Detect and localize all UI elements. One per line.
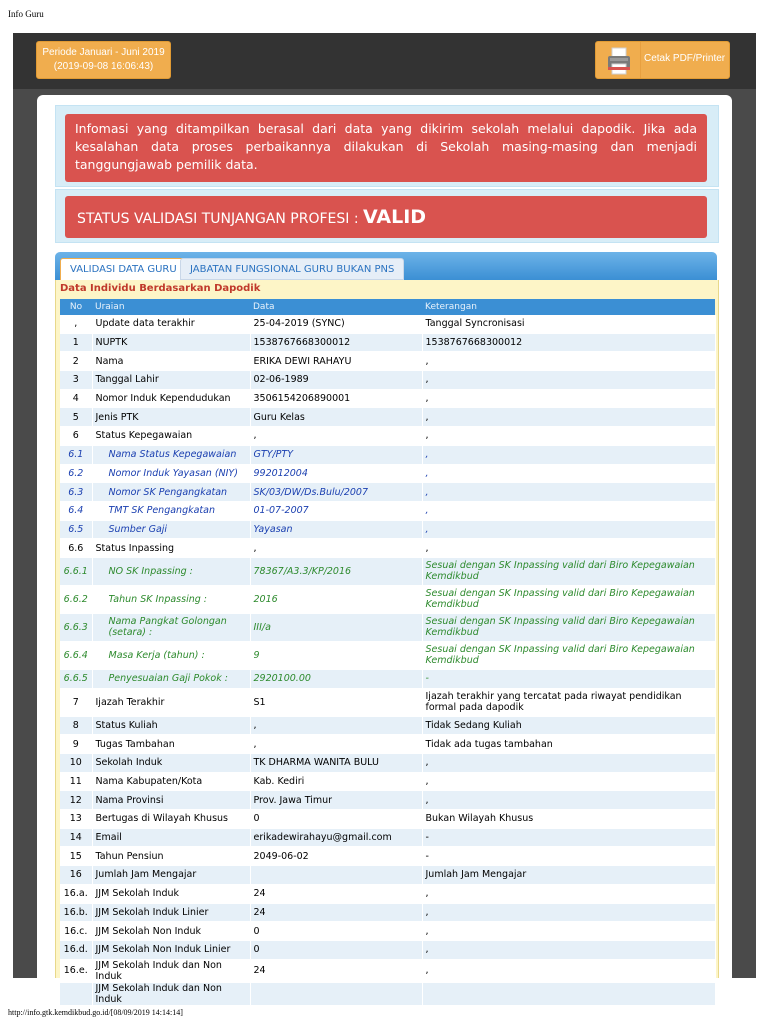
cell-uraian: Nomor Induk Kependudukan <box>92 389 250 408</box>
cell-uraian: Tahun SK Inpassing : <box>92 585 250 613</box>
table-row <box>60 445 715 464</box>
cell-no: 6.6.3 <box>60 613 92 641</box>
cell-data: ERIKA DEWI RAHAYU <box>250 352 422 371</box>
cell-no: 6 <box>60 427 92 446</box>
cell-data: 2920100.00 <box>250 669 422 688</box>
cell-keterangan: - <box>422 828 715 847</box>
cell-keterangan: 1538767668300012 <box>422 333 715 352</box>
cell-uraian: NO SK Inpassing : <box>92 557 250 585</box>
cell-uraian: NUPTK <box>92 333 250 352</box>
cell-data: 2016 <box>250 585 422 613</box>
cell-no: 9 <box>60 735 92 754</box>
cell-keterangan: , <box>422 427 715 446</box>
cell-keterangan: Sesuai dengan SK Inpassing valid dari Biro Kepegawaian Kemdikbud <box>422 613 715 641</box>
cell-no: 2 <box>60 352 92 371</box>
cell-uraian: Tahun Pensiun <box>92 847 250 866</box>
cell-keterangan: Tidak Sedang Kuliah <box>422 716 715 735</box>
cell-data: SK/03/DW/Ds.Bulu/2007 <box>250 483 422 502</box>
cell-data: 78367/A3.3/KP/2016 <box>250 557 422 585</box>
cell-uraian: Nama Status Kepegawaian <box>92 445 250 464</box>
cell-keterangan: Ijazah terakhir yang tercatat pada riwayat pendidikan formal pada dapodik <box>422 688 715 716</box>
cell-keterangan: Tidak ada tugas tambahan <box>422 735 715 754</box>
app-frame <box>13 33 756 1005</box>
cell-uraian: JJM Sekolah Non Induk Linier <box>92 940 250 959</box>
cell-no: 6.6 <box>60 539 92 558</box>
button-separator <box>640 42 641 78</box>
status-label: STATUS VALIDASI TUNJANGAN PROFESI : <box>77 211 364 227</box>
cell-keterangan: , <box>422 501 715 520</box>
cell-keterangan: , <box>422 445 715 464</box>
cell-keterangan: , <box>422 903 715 922</box>
top-bar <box>13 33 756 89</box>
cell-uraian: Nomor SK Pengangkatan <box>92 483 250 502</box>
cell-no: 6.3 <box>60 483 92 502</box>
column-header-no: No <box>60 299 92 315</box>
cell-data: 3506154206890001 <box>250 389 422 408</box>
print-pdf-button[interactable] <box>595 41 730 79</box>
status-banner <box>65 196 707 238</box>
cell-data: TK DHARMA WANITA BULU <box>250 754 422 773</box>
cell-no: 16.c. <box>60 922 92 941</box>
cell-no: 10 <box>60 754 92 773</box>
table-row <box>60 641 715 669</box>
table-row <box>60 539 715 558</box>
table-row <box>60 585 715 613</box>
cell-uraian: Tanggal Lahir <box>92 371 250 390</box>
cell-keterangan: - <box>422 669 715 688</box>
cell-keterangan: Sesuai dengan SK Inpassing valid dari Biro Kepegawaian Kemdikbud <box>422 557 715 585</box>
cell-data: , <box>250 716 422 735</box>
table-row <box>60 791 715 810</box>
cell-no: 12 <box>60 791 92 810</box>
cell-keterangan: , <box>422 464 715 483</box>
cell-no: 16.e. <box>60 959 92 982</box>
cell-no: 16.a. <box>60 884 92 903</box>
table-row <box>60 940 715 959</box>
cell-data: Guru Kelas <box>250 408 422 427</box>
cell-data: Kab. Kediri <box>250 772 422 791</box>
cell-data: III/a <box>250 613 422 641</box>
cell-no: 6.6.4 <box>60 641 92 669</box>
cell-data: 24 <box>250 903 422 922</box>
cell-no: 6.6.5 <box>60 669 92 688</box>
table-row <box>60 847 715 866</box>
cell-uraian: Bertugas di Wilayah Khusus <box>92 810 250 829</box>
cell-keterangan: , <box>422 483 715 502</box>
cell-keterangan: Bukan Wilayah Khusus <box>422 810 715 829</box>
cell-uraian: JJM Sekolah Induk dan Non Induk <box>92 982 250 1005</box>
cell-data: 992012004 <box>250 464 422 483</box>
table-row <box>60 754 715 773</box>
cell-data: Yayasan <box>250 520 422 539</box>
cell-uraian: Update data terakhir <box>92 315 250 333</box>
cell-no: 11 <box>60 772 92 791</box>
cell-no: 1 <box>60 333 92 352</box>
page-header: Info Guru <box>8 9 44 19</box>
cell-data <box>250 982 422 1005</box>
cell-uraian: Nama Kabupaten/Kota <box>92 772 250 791</box>
cell-no <box>60 982 92 1005</box>
tab-content <box>55 280 719 1005</box>
print-button-label: Cetak PDF/Printer <box>644 53 726 64</box>
cell-no: 6.2 <box>60 464 92 483</box>
cell-uraian: Nama <box>92 352 250 371</box>
cell-no: 14 <box>60 828 92 847</box>
cell-data: 24 <box>250 884 422 903</box>
cell-no: 6.4 <box>60 501 92 520</box>
cell-data: 25-04-2019 (SYNC) <box>250 315 422 333</box>
cell-no: 13 <box>60 810 92 829</box>
cell-data: S1 <box>250 688 422 716</box>
cell-data: 2049-06-02 <box>250 847 422 866</box>
cell-keterangan: , <box>422 408 715 427</box>
table-row <box>60 884 715 903</box>
table-body <box>60 315 715 1005</box>
table-header-row <box>60 299 715 315</box>
cell-data: 0 <box>250 940 422 959</box>
period-label: Periode Januari - Juni 2019 <box>42 47 165 58</box>
cell-uraian: Masa Kerja (tahun) : <box>92 641 250 669</box>
tab-jabatan-fungsional[interactable]: JABATAN FUNGSIONAL GURU BUKAN PNS <box>180 258 404 280</box>
table-row <box>60 483 715 502</box>
table-row <box>60 333 715 352</box>
cell-no: 3 <box>60 371 92 390</box>
cell-keterangan: Sesuai dengan SK Inpassing valid dari Biro Kepegawaian Kemdikbud <box>422 585 715 613</box>
cell-data: 0 <box>250 922 422 941</box>
table-row <box>60 427 715 446</box>
cell-keterangan: - <box>422 847 715 866</box>
table-row <box>60 371 715 390</box>
cell-no: 16 <box>60 866 92 885</box>
cell-data: erikadewirahayu@gmail.com <box>250 828 422 847</box>
cell-uraian: Status Inpassing <box>92 539 250 558</box>
cell-data: Prov. Jawa Timur <box>250 791 422 810</box>
column-header-data: Data <box>250 299 422 315</box>
cell-no: 16.b. <box>60 903 92 922</box>
table-row <box>60 389 715 408</box>
table-row <box>60 903 715 922</box>
tab-bar <box>55 252 717 280</box>
table-row <box>60 669 715 688</box>
cell-keterangan: , <box>422 371 715 390</box>
table-row <box>60 352 715 371</box>
cell-keterangan: , <box>422 539 715 558</box>
period-badge <box>36 41 171 79</box>
cell-uraian: Nomor Induk Yayasan (NIY) <box>92 464 250 483</box>
cell-keterangan: , <box>422 352 715 371</box>
info-box <box>55 105 719 187</box>
cell-keterangan: Sesuai dengan SK Inpassing valid dari Biro Kepegawaian Kemdikbud <box>422 641 715 669</box>
cell-keterangan: , <box>422 884 715 903</box>
content-title: Data Individu Berdasarkan Dapodik <box>60 283 261 294</box>
table-row <box>60 613 715 641</box>
cell-keterangan: Jumlah Jam Mengajar <box>422 866 715 885</box>
cell-no: 8 <box>60 716 92 735</box>
table-row <box>60 408 715 427</box>
cell-data: GTY/PTY <box>250 445 422 464</box>
table-row <box>60 866 715 885</box>
page-footer: http://info.gtk.kemdikbud.go.id/[08/09/2019 14:14:14] <box>8 1008 183 1017</box>
main-panel <box>37 95 732 1005</box>
cell-no: 6.6.2 <box>60 585 92 613</box>
table-row <box>60 828 715 847</box>
cell-uraian: Status Kepegawaian <box>92 427 250 446</box>
period-timestamp: (2019-09-08 16:06:43) <box>53 61 154 72</box>
table-row <box>60 315 715 333</box>
cell-data: 1538767668300012 <box>250 333 422 352</box>
cell-no: 4 <box>60 389 92 408</box>
cell-keterangan: Tanggal Syncronisasi <box>422 315 715 333</box>
status-box <box>55 189 719 243</box>
table-row <box>60 959 715 982</box>
cell-uraian: Email <box>92 828 250 847</box>
tab-validasi-data-guru[interactable]: VALIDASI DATA GURU <box>60 258 187 280</box>
cell-uraian: JJM Sekolah Induk Linier <box>92 903 250 922</box>
table-row <box>60 520 715 539</box>
cell-data: 02-06-1989 <box>250 371 422 390</box>
cell-uraian: Sumber Gaji <box>92 520 250 539</box>
cell-uraian: Penyesuaian Gaji Pokok : <box>92 669 250 688</box>
table-row <box>60 688 715 716</box>
cell-keterangan: , <box>422 791 715 810</box>
cell-keterangan: , <box>422 940 715 959</box>
status-value: VALID <box>363 206 427 228</box>
cell-no: 16.d. <box>60 940 92 959</box>
column-header-uraian: Uraian <box>92 299 250 315</box>
cell-uraian: JJM Sekolah Non Induk <box>92 922 250 941</box>
cell-no: , <box>60 315 92 333</box>
cell-no: 7 <box>60 688 92 716</box>
cell-data: , <box>250 539 422 558</box>
cell-data <box>250 866 422 885</box>
table-row <box>60 772 715 791</box>
cell-keterangan: , <box>422 922 715 941</box>
cell-data: 0 <box>250 810 422 829</box>
cell-uraian: Jumlah Jam Mengajar <box>92 866 250 885</box>
cell-no: 6.5 <box>60 520 92 539</box>
cell-keterangan: , <box>422 754 715 773</box>
table-row <box>60 557 715 585</box>
data-table <box>60 299 716 1006</box>
cell-no: 6.1 <box>60 445 92 464</box>
cell-uraian: JJM Sekolah Induk dan Non Induk <box>92 959 250 982</box>
info-message: Infomasi yang ditampilkan berasal dari data yang dikirim sekolah melalui dapodik. Jika ada kesalahan data proses perbaikannya dilakukan di Sekolah masing-masing dan menjadi tanggungjawab pemilik data. <box>65 114 707 182</box>
table-row <box>60 716 715 735</box>
cell-keterangan <box>422 982 715 1005</box>
table-row <box>60 810 715 829</box>
cell-keterangan: , <box>422 959 715 982</box>
cell-data: 9 <box>250 641 422 669</box>
cell-data: 24 <box>250 959 422 982</box>
cell-no: 15 <box>60 847 92 866</box>
table-row <box>60 735 715 754</box>
cell-keterangan: , <box>422 389 715 408</box>
cell-data: 01-07-2007 <box>250 501 422 520</box>
cell-keterangan: , <box>422 520 715 539</box>
table-row <box>60 464 715 483</box>
cell-keterangan: , <box>422 772 715 791</box>
table-row <box>60 982 715 1005</box>
cell-uraian: Nama Provinsi <box>92 791 250 810</box>
cell-data: , <box>250 735 422 754</box>
cell-uraian: Tugas Tambahan <box>92 735 250 754</box>
printer-icon <box>606 46 632 76</box>
cell-uraian: Sekolah Induk <box>92 754 250 773</box>
cell-uraian: Jenis PTK <box>92 408 250 427</box>
cell-uraian: Ijazah Terakhir <box>92 688 250 716</box>
column-header-keterangan: Keterangan <box>422 299 715 315</box>
cell-data: , <box>250 427 422 446</box>
table-row <box>60 501 715 520</box>
cell-uraian: TMT SK Pengangkatan <box>92 501 250 520</box>
cell-uraian: JJM Sekolah Induk <box>92 884 250 903</box>
cell-uraian: Status Kuliah <box>92 716 250 735</box>
table-row <box>60 922 715 941</box>
cell-no: 5 <box>60 408 92 427</box>
cell-uraian: Nama Pangkat Golongan (setara) : <box>92 613 250 641</box>
cell-no: 6.6.1 <box>60 557 92 585</box>
